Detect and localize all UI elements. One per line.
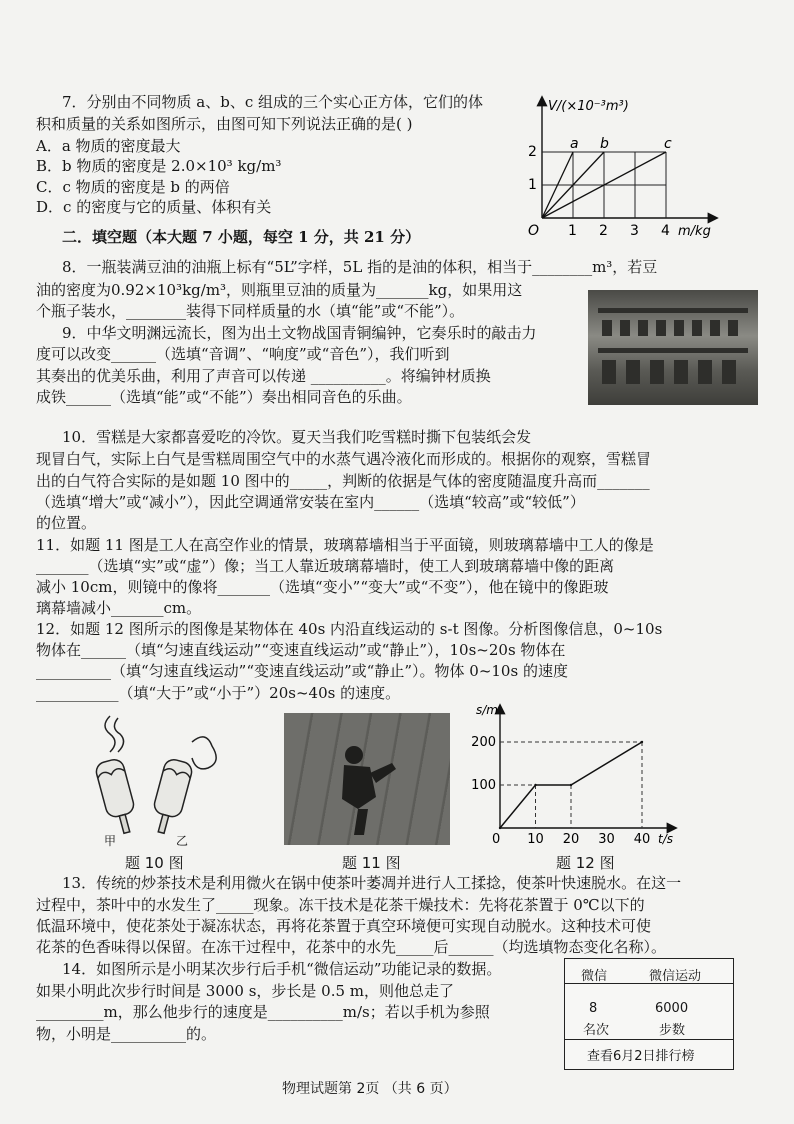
- section2-heading: 二．填空题（本大题 7 小题，每空 1 分，共 21 分）: [62, 228, 421, 246]
- q10-line5: 的位置。: [36, 514, 97, 532]
- q7-xtick-2: 2: [599, 223, 608, 239]
- fig12-y-label: s/m: [476, 703, 498, 717]
- wechat-steps-label: 步数: [659, 1023, 686, 1038]
- fig12-xtick-30: 30: [598, 832, 615, 845]
- q7-option-d: D．c 的密度与它的质量、体积有关: [36, 198, 272, 216]
- wechat-sport-title: 微信运动: [649, 969, 702, 984]
- q7-xtick-4: 4: [661, 223, 670, 239]
- q13-line4: 花茶的色香味得以保留。在冻干过程中，花茶中的水先_____后______（均选填物态变化名称）。: [36, 938, 667, 956]
- q10-line2: 现冒白气，实际上白气是雪糕周围空气中的水蒸气遇冷液化而形成的。根据你的观察，雪糕冒: [36, 450, 652, 468]
- q12-line4: ___________（填“大于”或“小于”）20s~40s 的速度。: [36, 684, 401, 702]
- q7-origin: O: [528, 223, 540, 239]
- q14-line1: 14．如图所示是小明某次步行后手机“微信运动”功能记录的数据。: [62, 960, 502, 978]
- q14-line4: 物，小明是__________的。: [36, 1025, 217, 1043]
- q10-line1: 10．雪糕是大家都喜爱吃的冷饮。夏天当我们吃雪糕时撕下包装纸会发: [62, 428, 532, 446]
- fig12-point-3: [641, 741, 643, 743]
- q7-xtick-3: 3: [630, 223, 639, 239]
- q7-y-label: V/(×10⁻³m³): [548, 99, 629, 114]
- wechat-rank-label: 名次: [583, 1023, 610, 1038]
- q12-line3: __________（填“匀速直线运动”“变速直线运动”或“静止”）。物体 0~10s 的速度: [36, 662, 568, 680]
- fig11-worker-photo: [284, 713, 450, 845]
- q7-x-label: m/kg: [678, 224, 711, 239]
- q9-line1: 9．中华文明渊远流长，图为出土文物战国青铜编钟，它奏乐时的敲击力: [62, 324, 537, 342]
- fig10-ice-creams: [88, 712, 228, 842]
- wechat-leaderboard-link: 查看6月2日排行榜: [587, 1049, 695, 1064]
- q10-line4: （选填“增大”或“减小”），因此空调通常安装在室内______（选填“较高”或“较低”）: [36, 493, 585, 511]
- q11-line2: _______（选填“实”或“虚”）像；当工人靠近玻璃幕墙时，使工人到玻璃幕墙中像的距离: [36, 557, 615, 575]
- q12-line2: 物体在______（填“匀速直线运动”“变速直线运动”或“静止”），10s~20s 物体在: [36, 641, 566, 659]
- fig12-point-0: [499, 827, 501, 829]
- fig12-xtick-40: 40: [633, 832, 651, 845]
- q7-point-a: a: [570, 136, 579, 152]
- q13-line3: 低温环境中，使花茶处于凝冻状态，再将花茶置于真空环境便可实现自动脱水。这种技术可使: [36, 917, 652, 935]
- wechat-rank-value: 8: [589, 1001, 598, 1016]
- q7-option-a: A．a 物质的密度最大: [36, 137, 181, 155]
- fig10-steam-jia: [105, 716, 115, 752]
- fig10-cloud-yi: [192, 737, 216, 769]
- q14-line3: _________m，那么他步行的速度是__________m/s；若以手机为参照: [36, 1003, 490, 1021]
- q14-line2: 如果小明此次步行时间是 3000 s，步长是 0.5 m，则他总走了: [36, 982, 455, 1000]
- q7-point-b: b: [600, 136, 609, 152]
- q10-line3: 出的白气符合实际的是如题 10 图中的_____，判断的依据是气体的密度随温度升高而_______: [36, 472, 650, 490]
- fig11-caption: 题 11 图: [342, 854, 401, 872]
- q9-line3: 其奏出的优美乐曲，利用了声音可以传递 __________。将编钟材质换: [36, 367, 491, 385]
- wechat-steps-value: 6000: [655, 1001, 689, 1016]
- q9-line4: 成铁______（选填“能”或“不能”）奏出相同音色的乐曲。: [36, 388, 412, 406]
- q7-option-b: B．b 物质的密度是 2.0×10³ kg/m³: [36, 157, 282, 175]
- q11-line3: 减小 10cm，则镜中的像将_______（选填“变小”“变大”或“不变”），他在镜中的像距玻: [36, 578, 609, 596]
- fig10-label-yi: 乙: [176, 834, 189, 848]
- q8-line1: 8．一瓶装满豆油的油瓶上标有“5L”字样，5L 指的是油的体积，相当于________m³，若豆: [62, 258, 658, 276]
- q11-line1: 11．如题 11 图是工人在高空作业的情景，玻璃幕墙相当于平面镜，则玻璃幕墙中工人的像是: [36, 536, 654, 554]
- q7-density-graph: [520, 92, 730, 242]
- fig10-popsicle-jia: [94, 757, 140, 836]
- q7-point-c: c: [664, 136, 672, 152]
- fig12-caption: 题 12 图: [556, 854, 615, 872]
- q7-stem-line2: 积和质量的关系如图所示，由图可知下列说法正确的是( ): [36, 115, 413, 133]
- q13-line2: 过程中，茶叶中的水发生了_____现象。冻干技术是花茶干燥技术：先将花茶置于 0℃以下的: [36, 896, 645, 914]
- q9-line2: 度可以改变______（选填“音调”、“响度”或“音色”），我们听到: [36, 345, 450, 363]
- fig12-x-label: t/s: [658, 832, 673, 845]
- q12-line1: 12．如题 12 图所示的图像是某物体在 40s 内沿直线运动的 s-t 图像。分析图像信息，0~10s: [36, 620, 663, 638]
- q7-ytick-2: 2: [528, 144, 537, 160]
- fig12-xtick-10: 10: [527, 832, 544, 845]
- fig12-point-1: [534, 784, 536, 786]
- wechat-sport-card: [564, 958, 734, 1070]
- wechat-title: 微信: [581, 969, 608, 984]
- q8-line3: 个瓶子装水，________装得下同样质量的水（填“能”或“不能”）。: [36, 302, 465, 320]
- page-footer: 物理试题第 2页 （共 6 页）: [282, 1081, 458, 1097]
- bronze-bells-photo: [588, 290, 758, 405]
- fig12-ytick-100: 100: [471, 778, 496, 793]
- fig10-caption: 题 10 图: [125, 854, 184, 872]
- q7-ytick-1: 1: [528, 177, 537, 193]
- fig12-st-graph: [470, 700, 680, 845]
- fig12-xtick-20: 20: [562, 832, 580, 845]
- q7-xtick-1: 1: [568, 223, 577, 239]
- fig10-popsicle-yi: [148, 757, 194, 836]
- fig12-ytick-200: 200: [471, 735, 496, 750]
- q7-option-c: C．c 物质的密度是 b 的两倍: [36, 178, 230, 196]
- fig12-point-2: [570, 784, 572, 786]
- q8-line2: 油的密度为0.92×10³kg/m³，则瓶里豆油的质量为_______kg，如果用这: [36, 281, 523, 299]
- q13-line1: 13．传统的炒茶技术是利用微火在锅中使茶叶萎凋并进行人工揉捻，使茶叶快速脱水。在这一: [62, 874, 682, 892]
- q7-stem-line1: 7．分别由不同物质 a、b、c 组成的三个实心正方体，它们的体: [62, 93, 484, 111]
- q11-line4: 璃幕墙减小_______cm。: [36, 599, 202, 617]
- fig10-label-jia: 甲: [104, 834, 117, 848]
- fig12-origin: 0: [492, 832, 501, 845]
